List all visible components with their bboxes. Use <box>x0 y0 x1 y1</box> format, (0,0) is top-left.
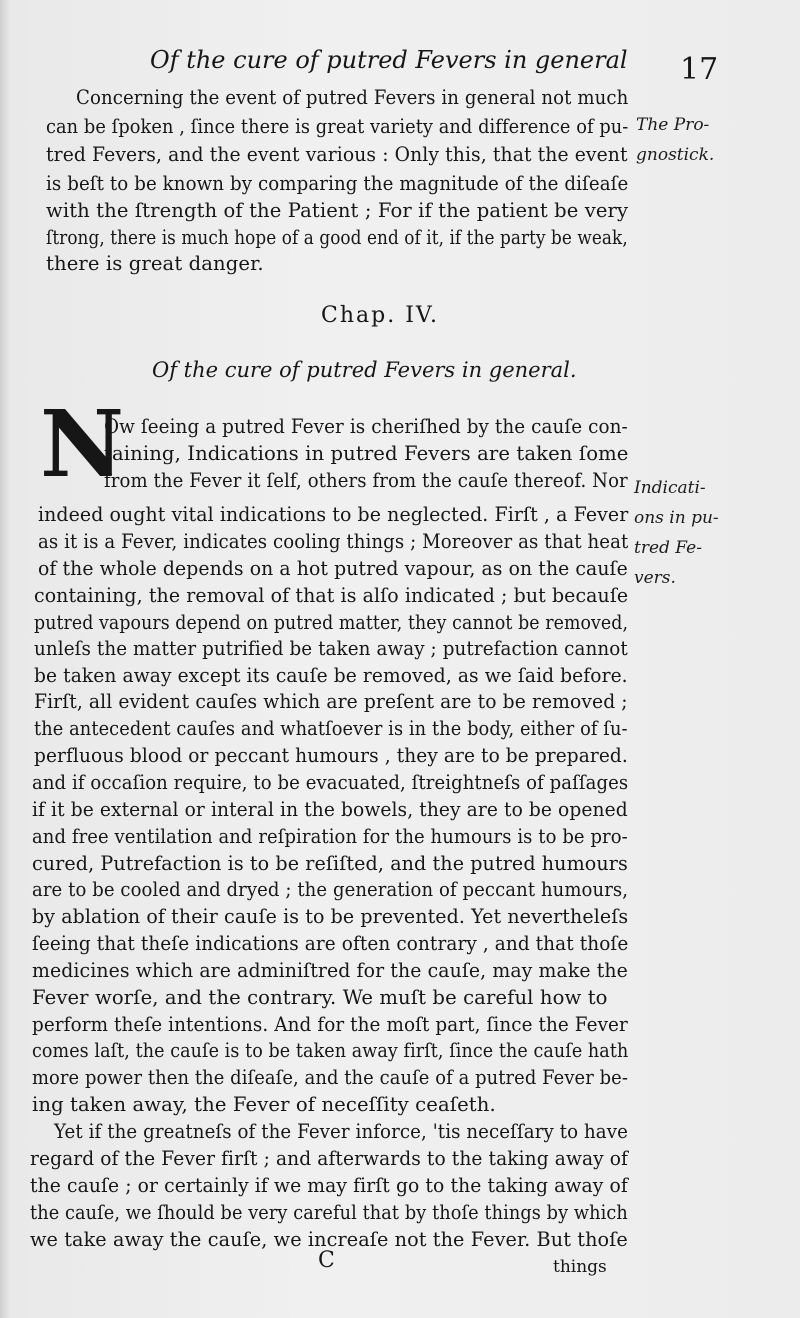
text-line: indeed ought vital indications to be neglected. Firſt , a Fever <box>38 503 629 526</box>
text-line: as it is a Fever, indicates cooling things ; Moreover as that heat <box>38 530 629 553</box>
text-line: unleſs the matter putrified be taken away ; putrefaction cannot <box>34 637 628 660</box>
text-line: Firſt, all evident cauſes which are preſent are to be removed ; <box>34 690 628 713</box>
text-line: perfluous blood or peccant humours , they are to be prepared. <box>34 744 628 767</box>
text-line: putred vapours depend on putred matter, they cannot be removed, <box>34 611 629 634</box>
text-line: is beſt to be known by comparing the magnitude of the diſeaſe <box>46 172 629 195</box>
text-line: from the Fever it ſelf, others from the cauſe thereof. Nor <box>104 469 628 492</box>
text-line: more power then the diſeaſe, and the cauſe of a putred Fever be- <box>32 1066 628 1089</box>
text-line: the antecedent cauſes and whatſoever is in the body, either of ſu- <box>34 717 628 740</box>
running-head: Of the cure of putred Fevers in general <box>150 46 628 74</box>
text-line: cured, Putrefaction is to be reſiſted, and the putred humours <box>32 852 628 875</box>
text-line: medicines which are adminiſtred for the cauſe, may make the <box>32 959 628 982</box>
text-line: the cauſe ; or certainly if we may firſt go to the taking away of <box>30 1174 628 1197</box>
drop-cap: N <box>40 390 125 498</box>
text-line: we take away the cauſe, we increaſe not the Fever. But thoſe <box>30 1228 628 1251</box>
text-line: tred Fevers, and the event various : Only this, that the event <box>46 143 628 166</box>
text-line: if it be external or interal in the bowels, they are to be opened <box>32 798 628 821</box>
text-line: by ablation of their cauſe is to be prevented. Yet nevertheleſs <box>32 905 629 928</box>
text-line: ſtrong, there is much hope of a good end of it, if the party be weak, <box>46 226 628 249</box>
text-line: and if occaſion require, to be evacuated, ſtreightneſs of paſſages <box>32 771 629 794</box>
text-line: ſeeing that theſe indications are often contrary , and that thoſe <box>32 932 629 955</box>
text-line: perform theſe intentions. And for the moſt part, ſince the Fever <box>32 1013 628 1036</box>
text-line: the cauſe, we ſhould be very careful that by thoſe things by which <box>30 1201 628 1224</box>
margin-note-indications: Indicati- ons in pu- tred Fe- vers. <box>634 478 719 588</box>
text-line: are to be cooled and dryed ; the generation of peccant humours, <box>32 878 629 901</box>
text-line: taining, Indications in putred Fevers are taken ſome <box>104 442 629 465</box>
text-line: there is great danger. <box>46 252 264 275</box>
chapter-title: Of the cure of putred Fevers in general. <box>152 358 577 382</box>
text-line: comes laſt, the cauſe is to be taken away firſt, ſince the cauſe hath <box>32 1039 629 1062</box>
text-line: with the ſtrength of the Patient ; For if the patient be very <box>46 199 629 222</box>
text-line: regard of the Fever firſt ; and afterwards to the taking away of <box>30 1147 629 1170</box>
text-line: can be ſpoken , ſince there is great variety and difference of pu- <box>46 115 629 138</box>
text-line: Yet if the greatneſs of the Fever inforce, 'tis neceſſary to have <box>54 1120 628 1143</box>
text-line: and free ventilation and reſpiration for the humours is to be pro- <box>32 825 628 848</box>
catchword: things <box>553 1257 607 1277</box>
text-line: containing, the removal of that is alſo indicated ; but becauſe <box>34 584 629 607</box>
text-line: Fever worſe, and the contrary. We muſt be careful how to <box>32 986 608 1009</box>
page-number: 17 <box>680 52 719 87</box>
text-line: Ow ſeeing a putred Fever is cheriſhed by the cauſe con- <box>104 415 628 438</box>
chapter-heading: Chap. IV. <box>321 303 439 328</box>
text-line: Concerning the event of putred Fevers in general not much <box>76 86 629 109</box>
text-line: be taken away except its cauſe be removed, as we ſaid before. <box>34 664 628 687</box>
text-line: of the whole depends on a hot putred vapour, as on the cauſe <box>38 557 628 580</box>
text-line: ing taken away, the Fever of neceſſity ceaſeth. <box>32 1093 496 1116</box>
signature-mark: C <box>318 1248 335 1273</box>
margin-note-prognostick: The Pro- gnostick. <box>636 115 715 165</box>
